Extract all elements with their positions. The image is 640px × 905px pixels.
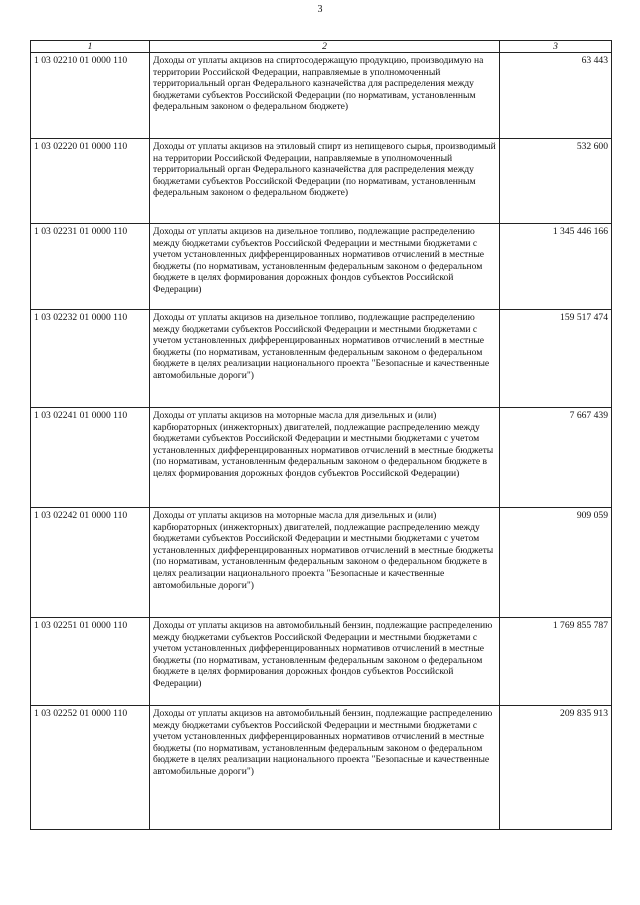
table-row [31, 618, 612, 706]
row-amount: 1 345 446 166 [500, 224, 612, 310]
row-name: Доходы от уплаты акцизов на автомобильный бензин, подлежащие распределению между бюджетами субъектов Российской Федерации и местными бюджетами с учетом установленных дифференцированных нормативов отчислений в местные бюджеты (по нормативам, установленным федеральным законом о федеральном бюджете в целях реализации национального проекта "Безопасные и качественные автомобильные дороги") [150, 706, 500, 830]
row-code: 1 03 02251 01 0000 110 [31, 618, 150, 706]
row-amount: 1 769 855 787 [500, 618, 612, 706]
row-amount: 209 835 913 [500, 706, 612, 830]
row-name: Доходы от уплаты акцизов на моторные масла для дизельных и (или) карбюраторных (инжекторных) двигателей, подлежащие распределению между бюджетами субъектов Российской Федерации и местными бюджетами с учетом установленных дифференцированных нормативов отчислений в местные бюджеты (по нормативам, установленным федеральным законом о федеральном бюджете в целях реализации национального проекта "Безопасные и качественные автомобильные дороги") [150, 508, 500, 618]
row-code: 1 03 02210 01 0000 110 [31, 53, 150, 139]
row-amount: 159 517 474 [500, 310, 612, 408]
row-amount: 7 667 439 [500, 408, 612, 508]
row-code: 1 03 02241 01 0000 110 [31, 408, 150, 508]
row-code: 1 03 02242 01 0000 110 [31, 508, 150, 618]
row-name: Доходы от уплаты акцизов на этиловый спирт из непищевого сырья, производимый на территории Российской Федерации, направляемые в уполномоченный территориальный орган Федерального казначейства для распределения между бюджетами субъектов Российской Федерации (по нормативам, установленным федеральным законом о федеральном бюджете) [150, 139, 500, 224]
row-amount: 532 600 [500, 139, 612, 224]
row-code: 1 03 02232 01 0000 110 [31, 310, 150, 408]
row-name: Доходы от уплаты акцизов на дизельное топливо, подлежащие распределению между бюджетами субъектов Российской Федерации и местными бюджетами с учетом установленных дифференцированных нормативов отчислений в местные бюджеты (по нормативам, установленным федеральным законом о федеральном бюджете в целях реализации национального проекта "Безопасные и качественные автомобильные дороги") [150, 310, 500, 408]
row-name: Доходы от уплаты акцизов на моторные масла для дизельных и (или) карбюраторных (инжекторных) двигателей, подлежащие распределению между бюджетами субъектов Российской Федерации и местными бюджетами с учетом установленных дифференцированных нормативов отчислений в местные бюджеты (по нормативам, установленным федеральным законом о федеральном бюджете в целях формирования дорожных фондов субъектов Российской Федерации) [150, 408, 500, 508]
row-name: Доходы от уплаты акцизов на автомобильный бензин, подлежащие распределению между бюджетами субъектов Российской Федерации и местными бюджетами с учетом установленных дифференцированных нормативов отчислений в местные бюджеты (по нормативам, установленным федеральным законом о федеральном бюджете в целях формирования дорожных фондов субъектов Российской Федерации) [150, 618, 500, 706]
column-header-amount: 3 [500, 41, 612, 53]
table-header-row [31, 41, 612, 53]
row-amount: 909 059 [500, 508, 612, 618]
revenue-table [30, 40, 612, 830]
row-name: Доходы от уплаты акцизов на спиртосодержащую продукцию, производимую на территории Российской Федерации, направляемые в уполномоченный территориальный орган Федерального казначейства для распределения между бюджетами субъектов Российской Федерации (по нормативам, установленным федеральным законом о федеральном бюджете) [150, 53, 500, 139]
column-header-code: 1 [31, 41, 150, 53]
table-row [31, 139, 612, 224]
row-code: 1 03 02220 01 0000 110 [31, 139, 150, 224]
table-row [31, 408, 612, 508]
row-code: 1 03 02231 01 0000 110 [31, 224, 150, 310]
row-name: Доходы от уплаты акцизов на дизельное топливо, подлежащие распределению между бюджетами субъектов Российской Федерации и местными бюджетами с учетом установленных дифференцированных нормативов отчислений в местные бюджеты (по нормативам, установленным федеральным законом о федеральном бюджете в целях формирования дорожных фондов субъектов Российской Федерации) [150, 224, 500, 310]
table-row [31, 508, 612, 618]
table-row [31, 706, 612, 830]
page-number: 3 [317, 4, 323, 15]
row-code: 1 03 02252 01 0000 110 [31, 706, 150, 830]
column-header-name: 2 [150, 41, 500, 53]
table-row [31, 53, 612, 139]
row-amount: 63 443 [500, 53, 612, 139]
table-row [31, 224, 612, 310]
table-row [31, 310, 612, 408]
